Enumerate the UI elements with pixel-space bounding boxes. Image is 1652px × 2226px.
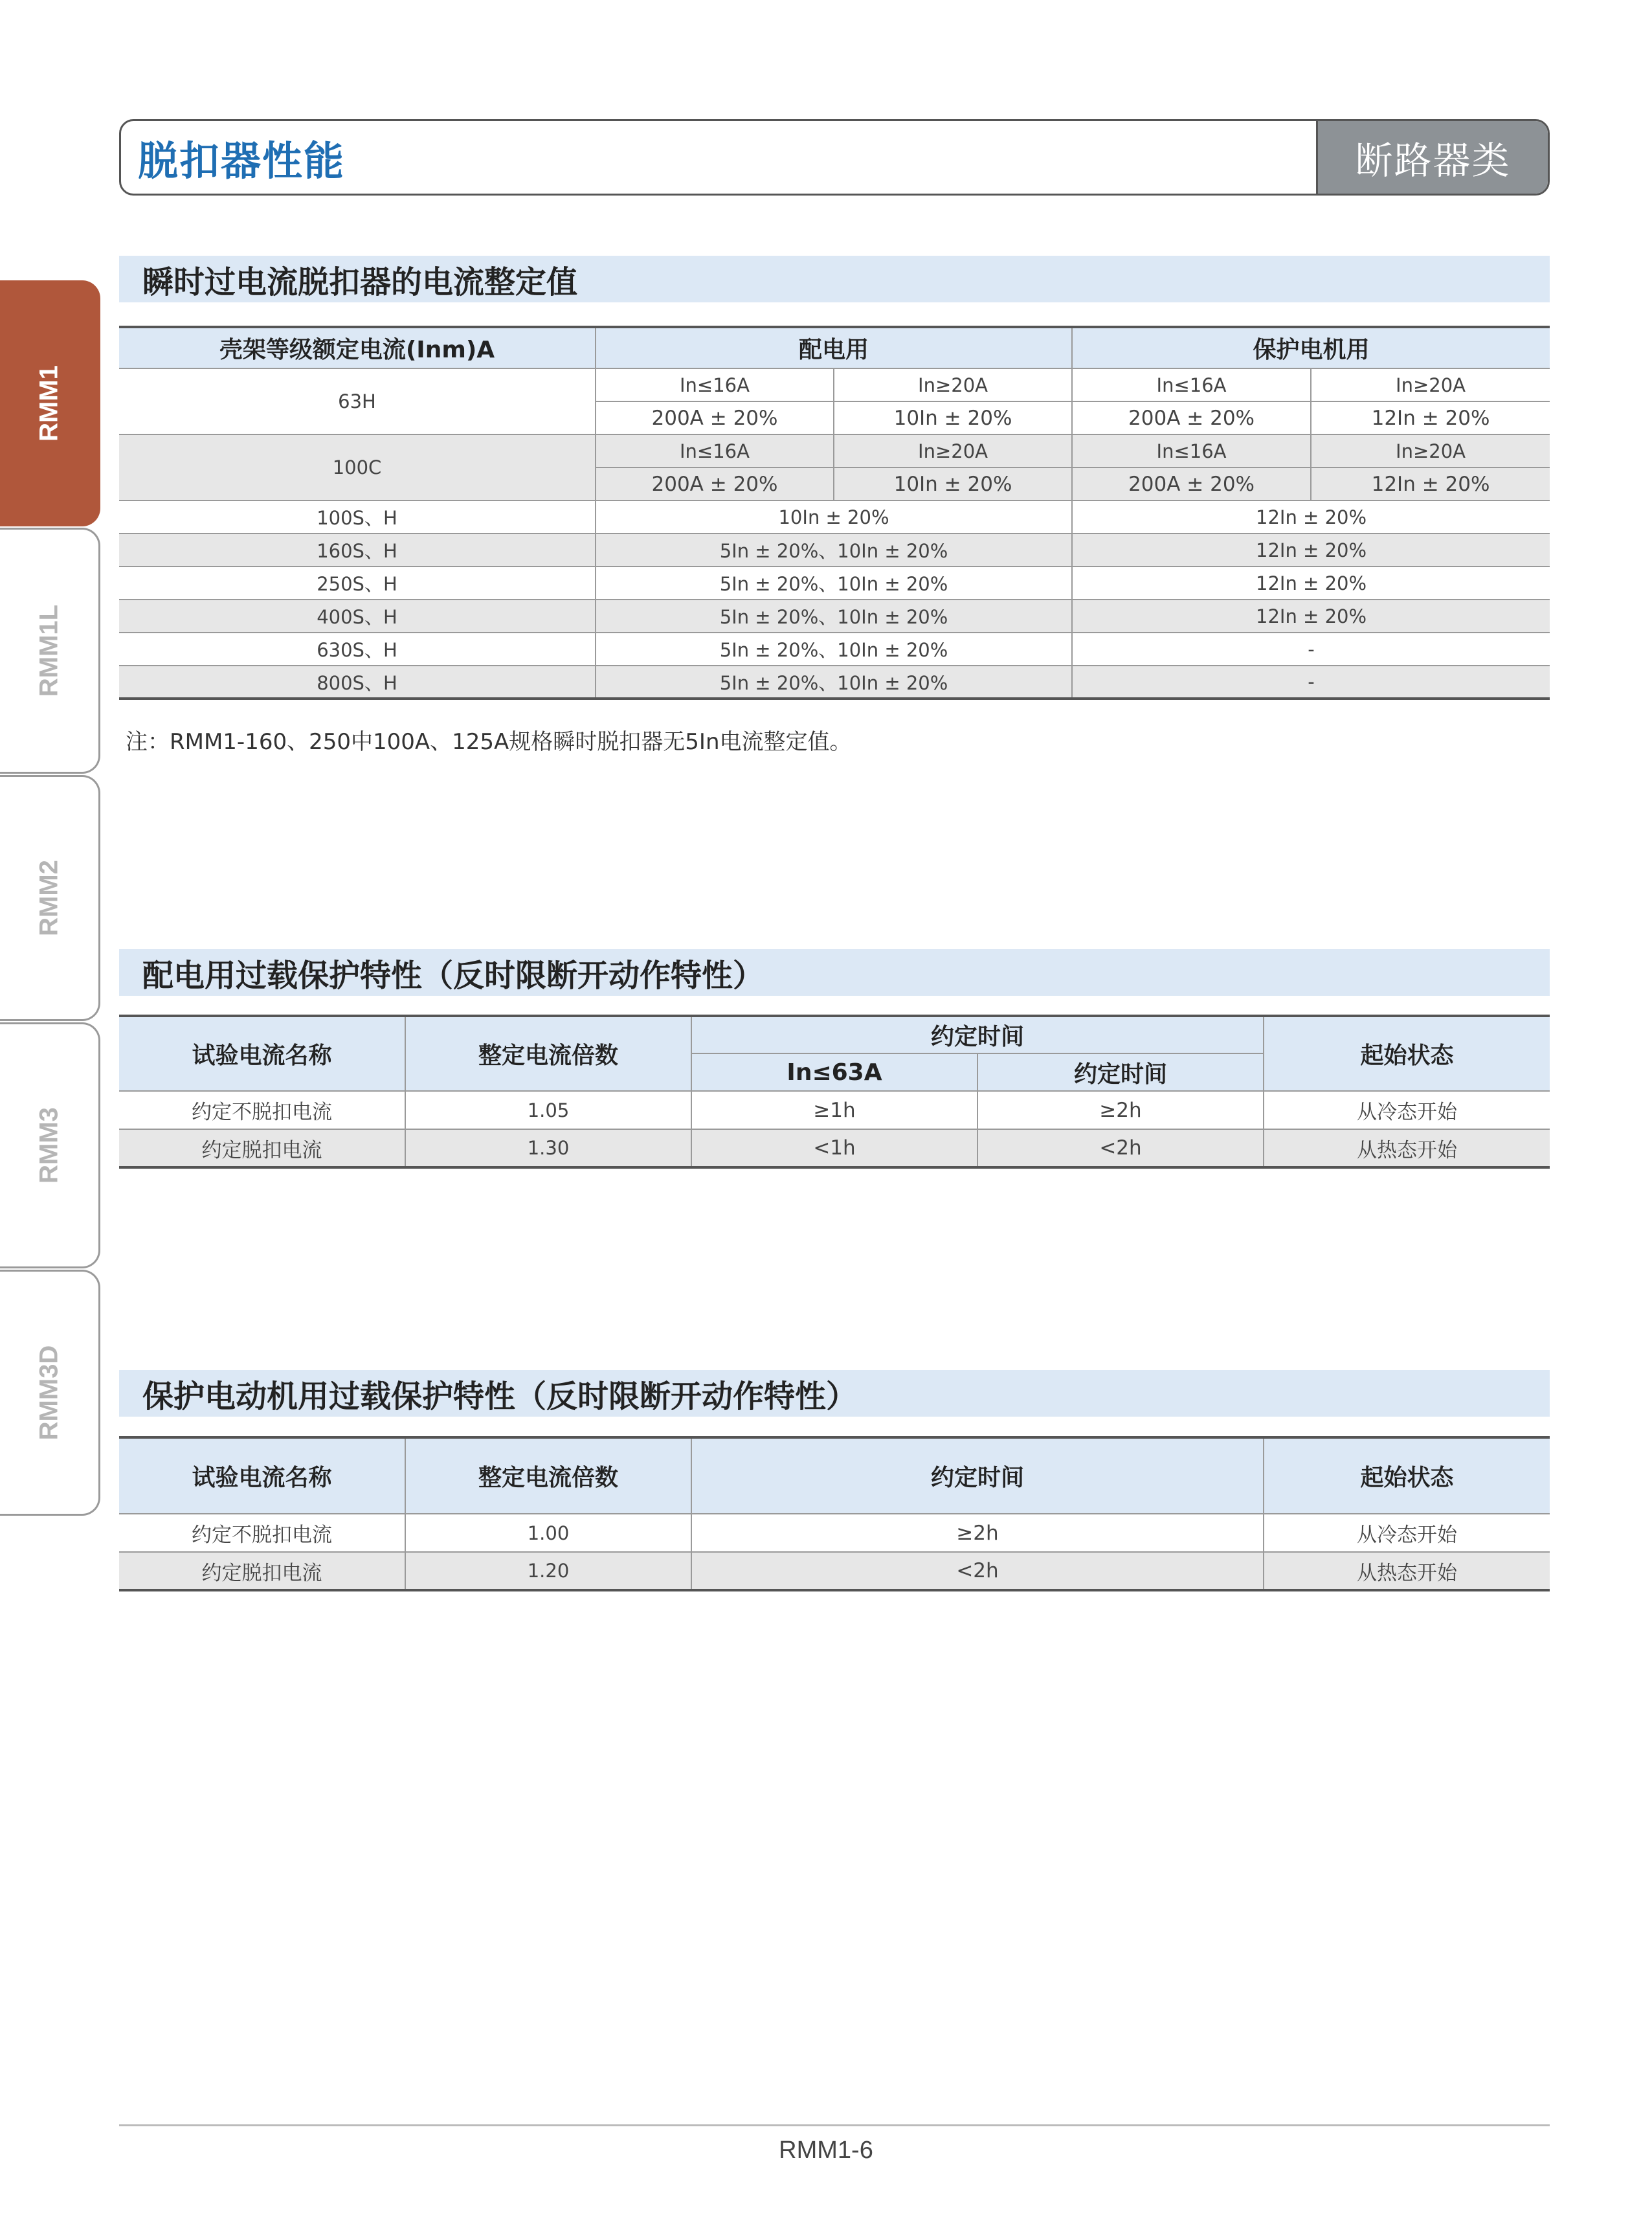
cell: In≤16A: [596, 434, 834, 467]
section-title-distribution-overload: 配电用过载保护特性（反时限断开动作特性）: [119, 949, 1550, 996]
cell: -: [1072, 666, 1550, 699]
table-note: 注：RMM1-160、250中100A、125A规格瞬时脱扣器无5In电流整定值。: [126, 729, 852, 755]
footer-divider: [119, 2124, 1550, 2126]
tab-label: RMM1L: [34, 604, 63, 697]
row-label: 63H: [119, 368, 596, 434]
cell: 1.30: [405, 1129, 691, 1167]
cell: 10In ± 20%: [834, 467, 1072, 500]
header-motor: 保护电机用: [1072, 327, 1550, 368]
cell: In≥20A: [1311, 368, 1550, 401]
cell: 5In ± 20%、10In ± 20%: [596, 600, 1072, 633]
cell: 12In ± 20%: [1311, 467, 1550, 500]
cell: 从冷态开始: [1264, 1514, 1550, 1552]
cell: In≤16A: [1072, 368, 1311, 401]
header-distribution: 配电用: [596, 327, 1072, 368]
row-label: 250S、H: [119, 567, 596, 600]
cell: In≥20A: [834, 434, 1072, 467]
tab-rmm3d[interactable]: [0, 1270, 100, 1516]
cell: 5In ± 20%、10In ± 20%: [596, 567, 1072, 600]
cell: 约定不脱扣电流: [119, 1091, 405, 1129]
header-multiple: 整定电流倍数: [405, 1437, 691, 1514]
cell: In≥20A: [1311, 434, 1550, 467]
tab-label: RMM2: [34, 860, 63, 936]
instantaneous-setting-table: [119, 326, 1550, 700]
cell: 12In ± 20%: [1072, 600, 1550, 633]
cell: <1h: [691, 1129, 977, 1167]
header-state: 起始状态: [1264, 1016, 1550, 1091]
cell: 12In ± 20%: [1072, 567, 1550, 600]
header-test-current: 试验电流名称: [119, 1016, 405, 1091]
tab-rmm3[interactable]: [0, 1022, 100, 1268]
cell: 12In ± 20%: [1072, 534, 1550, 567]
section-title-motor-overload: 保护电动机用过载保护特性（反时限断开动作特性）: [119, 1370, 1550, 1417]
header-time: 约定时间: [691, 1437, 1264, 1514]
tab-rmm2[interactable]: [0, 775, 100, 1021]
cell: 从热态开始: [1264, 1552, 1550, 1590]
cell: <2h: [977, 1129, 1264, 1167]
cell: 约定脱扣电流: [119, 1552, 405, 1590]
cell: -: [1072, 633, 1550, 666]
cell: <2h: [691, 1552, 1264, 1590]
header-time: 约定时间: [691, 1016, 1264, 1053]
cell: 从热态开始: [1264, 1129, 1550, 1167]
cell: 5In ± 20%、10In ± 20%: [596, 633, 1072, 666]
cell: 12In ± 20%: [1072, 500, 1550, 534]
category-label: 断路器类: [1316, 121, 1548, 194]
cell: In≤16A: [1072, 434, 1311, 467]
header-test-current: 试验电流名称: [119, 1437, 405, 1514]
row-label: 100S、H: [119, 500, 596, 534]
tab-label: RMM3: [34, 1107, 63, 1184]
motor-overload-table: [119, 1436, 1550, 1591]
tab-rmm1l[interactable]: [0, 528, 100, 774]
cell: ≥2h: [691, 1514, 1264, 1552]
page-number: RMM1-6: [779, 2137, 873, 2164]
header-state: 起始状态: [1264, 1437, 1550, 1514]
section-title-instantaneous: 瞬时过电流脱扣器的电流整定值: [119, 256, 1550, 302]
cell: ≥1h: [691, 1091, 977, 1129]
cell: 约定不脱扣电流: [119, 1514, 405, 1552]
cell: In≤16A: [596, 368, 834, 401]
row-label: 630S、H: [119, 633, 596, 666]
row-label: 400S、H: [119, 600, 596, 633]
cell: 约定脱扣电流: [119, 1129, 405, 1167]
cell: 从冷态开始: [1264, 1091, 1550, 1129]
cell: 200A ± 20%: [596, 467, 834, 500]
cell: In≥20A: [834, 368, 1072, 401]
header-time-b: 约定时间: [977, 1053, 1264, 1091]
cell: 1.00: [405, 1514, 691, 1552]
row-label: 160S、H: [119, 534, 596, 567]
cell: 5In ± 20%、10In ± 20%: [596, 534, 1072, 567]
tab-rmm1[interactable]: [0, 280, 100, 526]
distribution-overload-table: [119, 1015, 1550, 1169]
cell: 1.20: [405, 1552, 691, 1590]
cell: 1.05: [405, 1091, 691, 1129]
header-frame: 壳架等级额定电流(Inm)A: [119, 327, 596, 368]
header-multiple: 整定电流倍数: [405, 1016, 691, 1091]
row-label: 800S、H: [119, 666, 596, 699]
header-time-a: In≤63A: [691, 1053, 977, 1091]
cell: 10In ± 20%: [834, 401, 1072, 434]
page-title: 脱扣器性能: [138, 137, 346, 185]
row-label: 100C: [119, 434, 596, 500]
page-header: [119, 119, 1550, 196]
cell: 10In ± 20%: [596, 500, 1072, 534]
cell: ≥2h: [977, 1091, 1264, 1129]
cell: 200A ± 20%: [596, 401, 834, 434]
tab-label: RMM3D: [34, 1345, 63, 1441]
cell: 200A ± 20%: [1072, 467, 1311, 500]
cell: 5In ± 20%、10In ± 20%: [596, 666, 1072, 699]
cell: 200A ± 20%: [1072, 401, 1311, 434]
cell: 12In ± 20%: [1311, 401, 1550, 434]
tab-label: RMM1: [34, 365, 63, 442]
